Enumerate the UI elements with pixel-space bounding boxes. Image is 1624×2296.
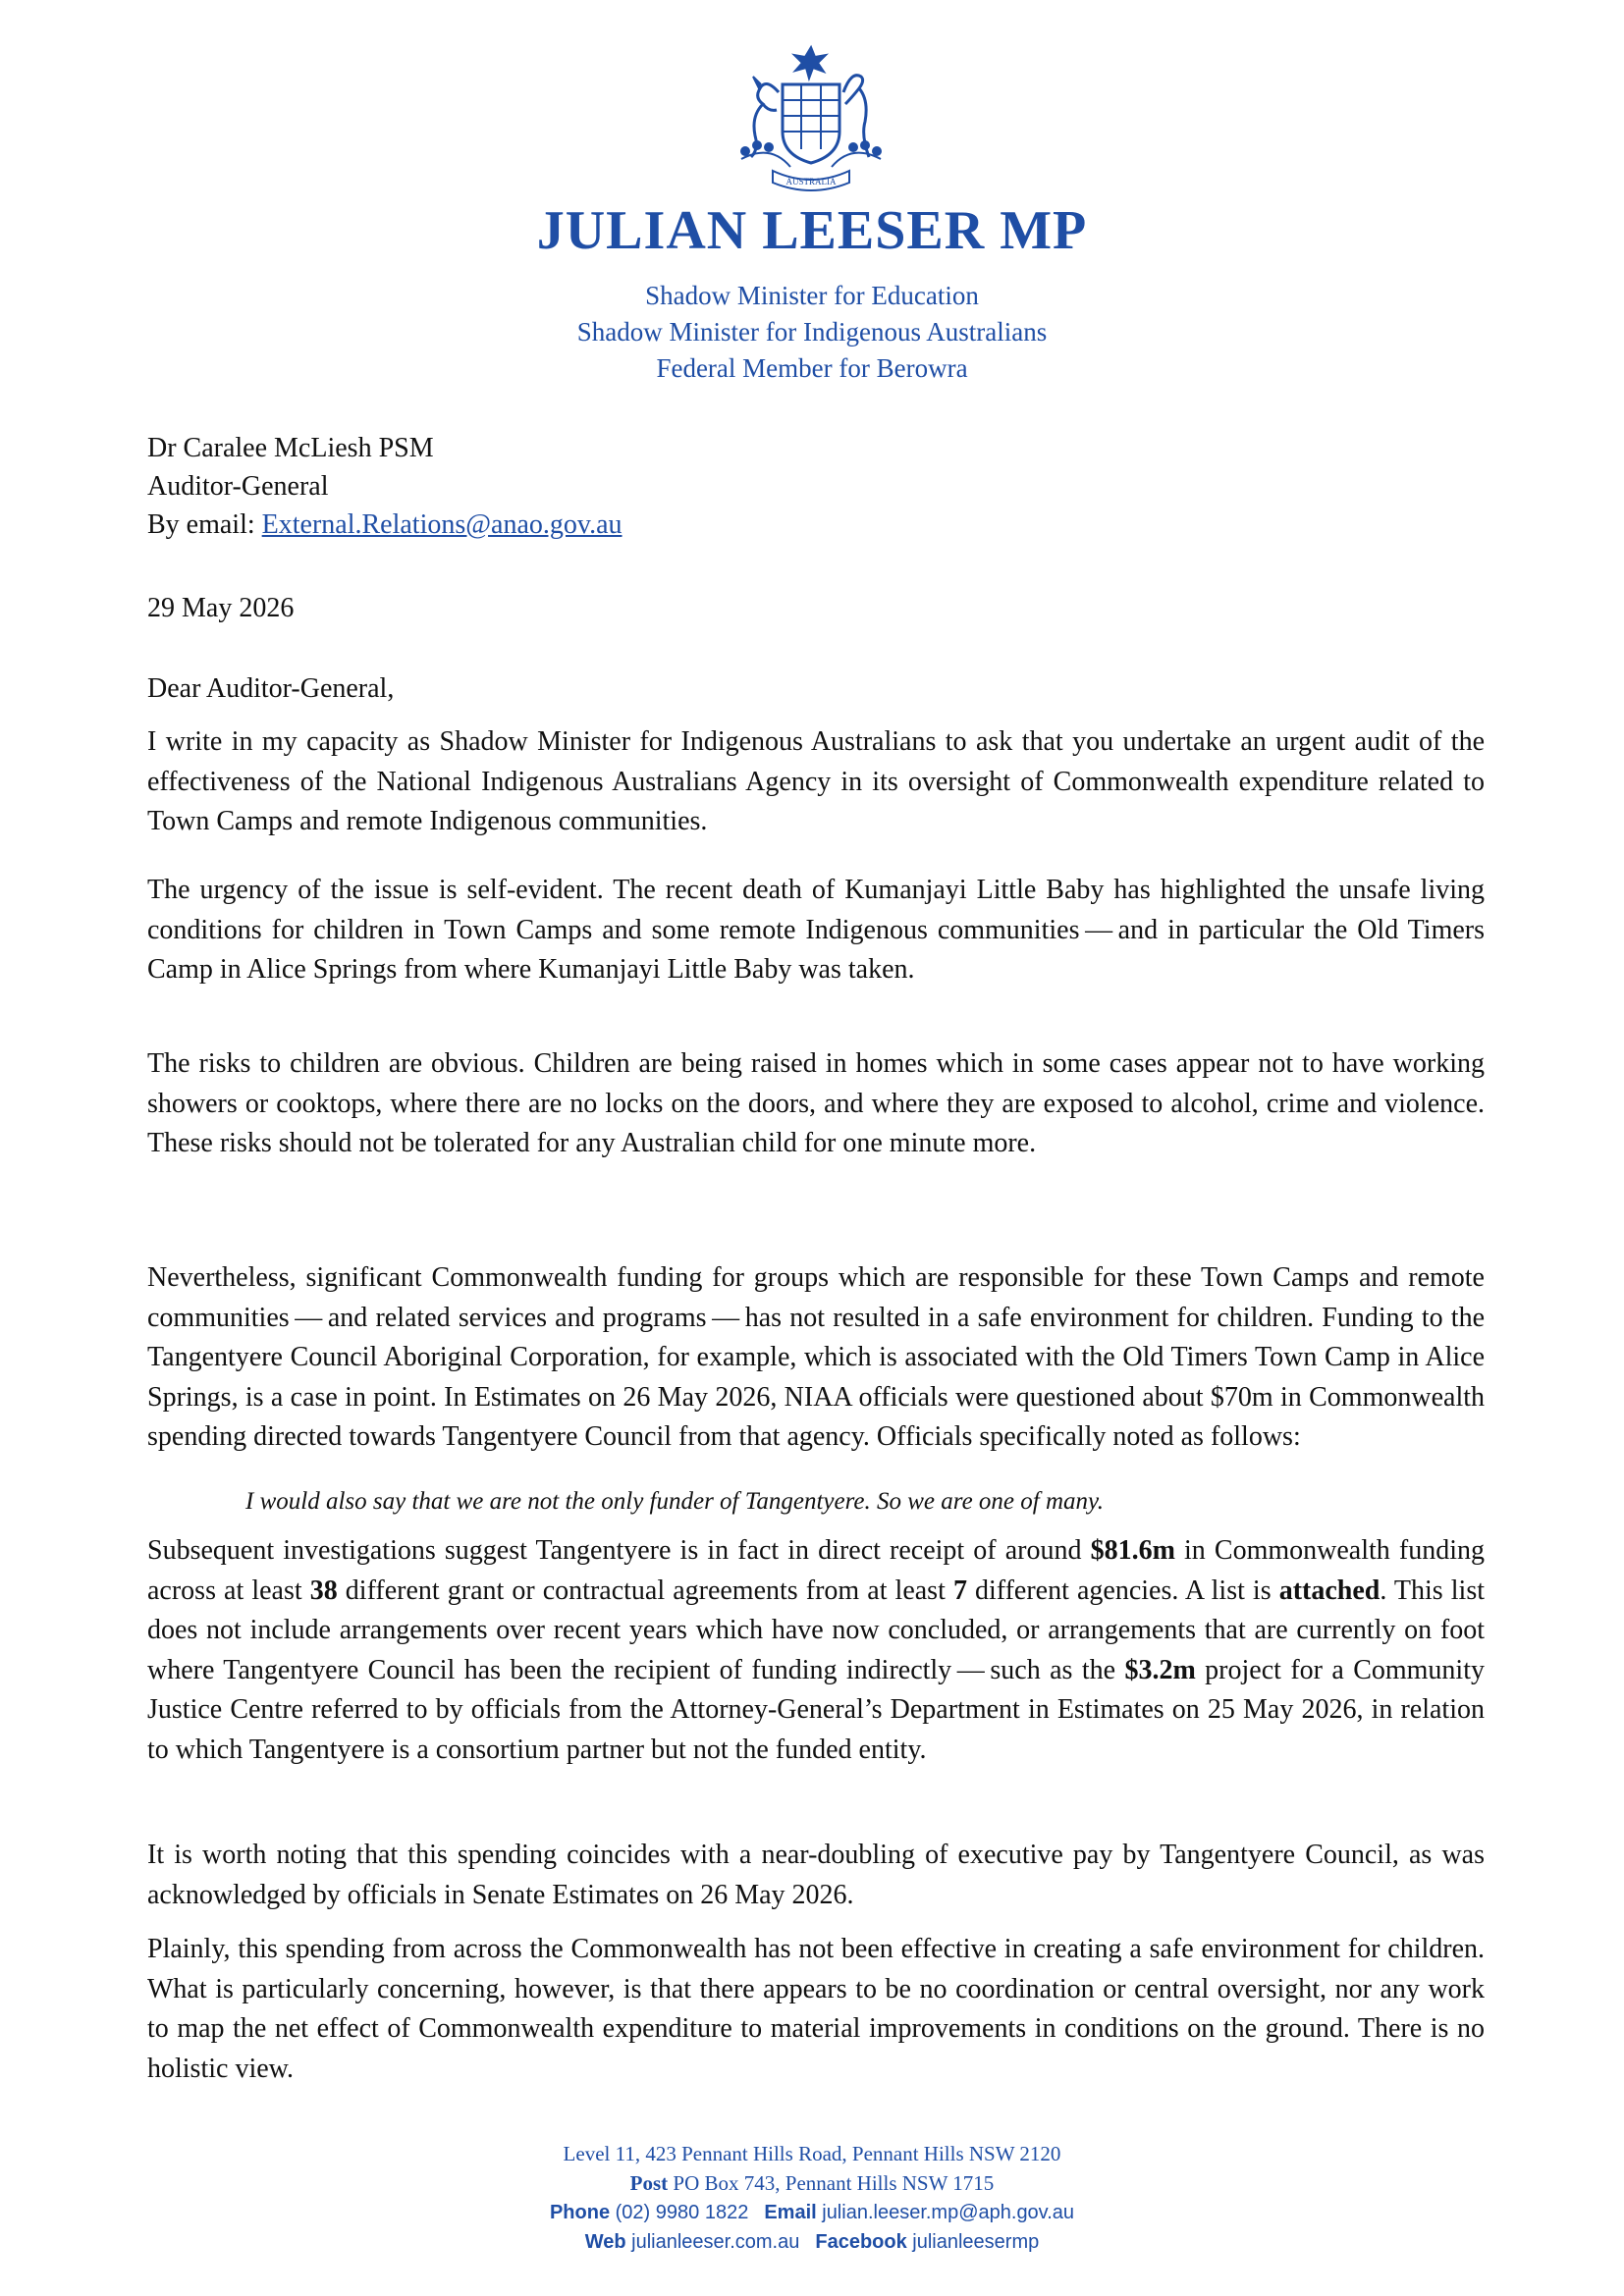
bold-attached: attached xyxy=(1278,1575,1380,1606)
australian-coat-of-arms-icon xyxy=(722,41,900,198)
bold-amount: $81.6m xyxy=(1090,1535,1175,1566)
web-label: Web xyxy=(584,2231,626,2253)
recipient-name: Dr Caralee McLiesh PSM xyxy=(147,433,434,463)
phone-label: Phone xyxy=(549,2202,611,2223)
paragraph-5 xyxy=(147,1531,1485,1771)
email-prefix: By email: xyxy=(147,509,262,540)
bold-count: 38 xyxy=(309,1575,338,1606)
paragraph-1: I write in my capacity as Shadow Minister for Indigenous Australians to ask that you undertake an urgent audit of the effectiveness of the National Indigenous Australians Agency in its oversight of Commonwealth expenditure related to Town Camps and remote Indigenous communities. xyxy=(147,726,1485,837)
post-value: PO Box 743, Pennant Hills NSW 1715 xyxy=(668,2171,995,2195)
letter-date: 29 May 2026 xyxy=(147,593,295,623)
role-federal-member: Federal Member for Berowra xyxy=(656,353,968,383)
text-run: Subsequent investigations suggest Tangentyere is in fact in direct receipt of around xyxy=(147,1535,1091,1566)
officials-quote: I would also say that we are not the only funder of Tangentyere. So we are one of many. xyxy=(245,1488,1104,1515)
recipient-block xyxy=(147,429,623,544)
member-name: JULIAN LEESER MP xyxy=(536,200,1088,261)
facebook-value[interactable]: julianleesermp xyxy=(906,2231,1040,2253)
footer-post xyxy=(0,2169,1624,2197)
bold-count: 7 xyxy=(952,1575,967,1606)
footer-address: Level 11, 423 Pennant Hills Road, Pennant Hills NSW 2120 xyxy=(563,2142,1061,2165)
svg-text:AUSTRALIA: AUSTRALIA xyxy=(785,177,837,187)
paragraph-6: It is worth noting that this spending coincides with a near-doubling of executive pay by Tangentyere Council, as was acknowledged by officials in Senate Estimates on 26 May 2026. xyxy=(147,1840,1485,1910)
text-run: . This list does not include arrangements over recent years which have now concluded, or arrangements that are currently on foot where Tangentyere Council has been the recipient of funding indirectly — such as the xyxy=(147,1575,1485,1685)
text-run: different agencies. A list is xyxy=(966,1575,1279,1606)
recipient-title: Auditor-General xyxy=(147,471,329,502)
footer-web xyxy=(0,2228,1624,2256)
role-indigenous-australians: Shadow Minister for Indigenous Australians xyxy=(576,317,1048,347)
text-run: different grant or contractual agreements from at least xyxy=(337,1575,953,1606)
facebook-label: Facebook xyxy=(815,2231,907,2253)
paragraph-7: Plainly, this spending from across the Commonwealth has not been effective in creating a safe environment for children. What is particularly concerning, however, is that there appears to be no coordination or central oversight, nor any work to map the net effect of Commonwealth expenditure to material improvements in conditions on the ground. There is no holistic view. xyxy=(147,1934,1485,2084)
recipient-email-line xyxy=(147,506,623,544)
paragraph-3: The risks to children are obvious. Children are being raised in homes which in some cases appear not to have working showers or cooktops, where there are no locks on the doors, and where they are exposed to alcohol, crime and violence. These risks should not be tolerated for any Australian child for one minute more. xyxy=(147,1048,1485,1159)
role-education: Shadow Minister for Education xyxy=(645,281,979,310)
post-label: Post xyxy=(629,2171,669,2195)
recipient-email-link[interactable]: External.Relations@anao.gov.au xyxy=(261,509,623,540)
text-run: in Commonwealth funding across at least xyxy=(147,1535,1485,1606)
paragraph-2: The urgency of the issue is self-evident. The recent death of Kumanjayi Little Baby has highlighted the unsafe living conditions for children in Town Camps and some remote Indigenous communities — and in particular the Old Timers Camp in Alice Springs from where Kumanjayi Little Baby was taken. xyxy=(147,875,1485,986)
paragraph-4: Nevertheless, significant Commonwealth funding for groups which are responsible for these Town Camps and remote communities — and related services and programs — has not resulted in a safe environment for children. Funding to the Tangentyere Council Aboriginal Corporation, for example, which is associated with the Old Timers Town Camp in Alice Springs, is a case in point. In Estimates on 26 May 2026, NIAA officials were questioned about $70m in Commonwealth spending directed towards Tangentyere Council from that agency. Officials specifically noted as follows: xyxy=(147,1262,1485,1453)
footer-contact xyxy=(0,2199,1624,2226)
text-run: project for a Community Justice Centre referred to by officials from the Attorney-General’s Department in Estimates on 25 May 2026, in relation to which Tangentyere is a consortium partner but not the funded entity. xyxy=(147,1654,1485,1765)
salutation: Dear Auditor-General, xyxy=(147,673,395,704)
email-label: Email xyxy=(764,2202,817,2223)
bold-amount: $3.2m xyxy=(1124,1654,1196,1685)
phone-value: (02) 9980 1822 xyxy=(610,2202,749,2223)
email-value[interactable]: julian.leeser.mp@aph.gov.au xyxy=(816,2202,1075,2223)
web-value[interactable]: julianleeser.com.au xyxy=(625,2231,800,2253)
